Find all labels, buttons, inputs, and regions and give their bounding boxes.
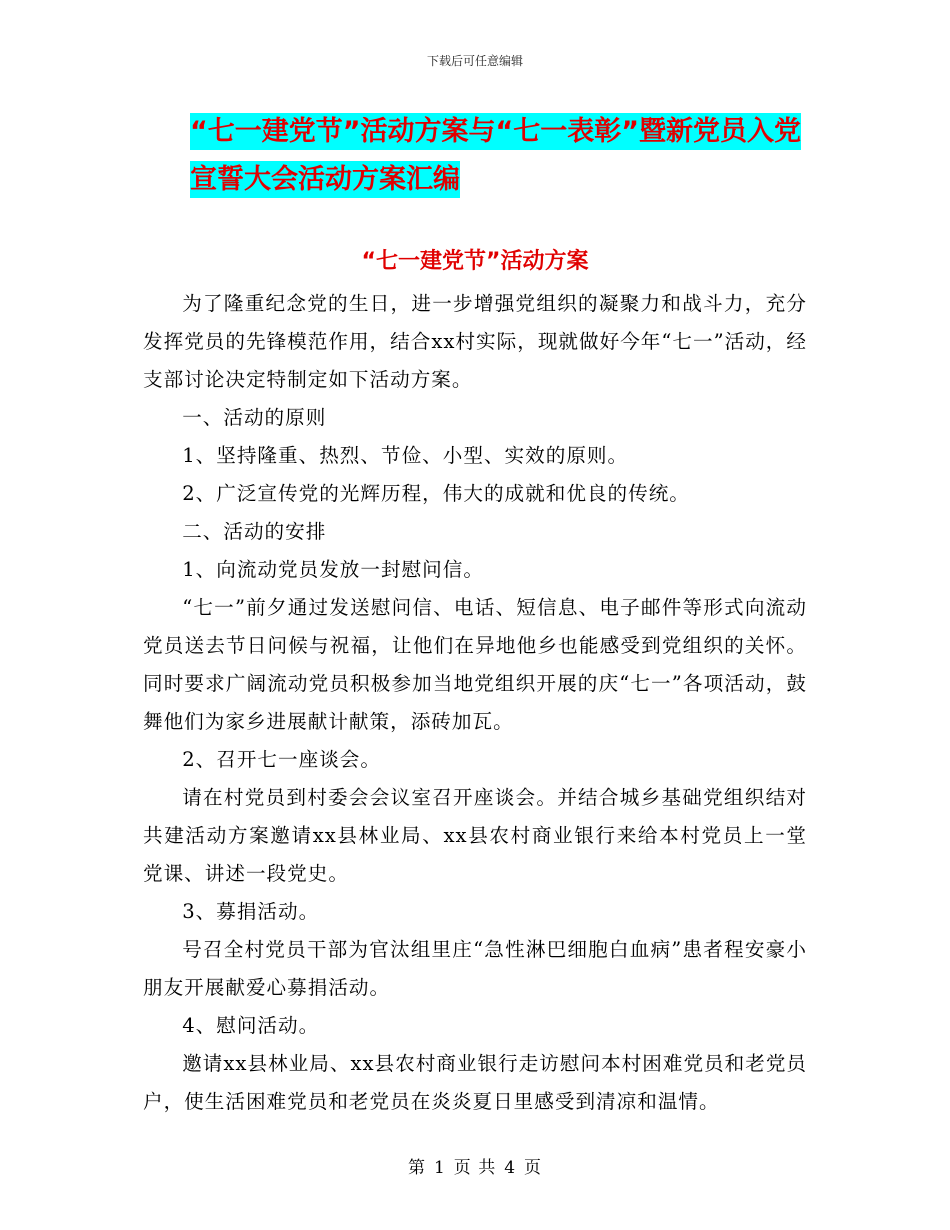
- page-footer: [0, 1153, 950, 1178]
- paragraph: 请在村党员到村委会会议室召开座谈会。并结合城乡基础党组织结对共建活动方案邀请xx县林业局、xx县农村商业银行来给本村党员上一堂党课、讲述一段党史。: [143, 786, 807, 885]
- title-highlight: “七一建党节”活动方案与“七一表彰”暨新党员入党宣誓大会活动方案汇编: [190, 113, 801, 198]
- paragraph: 二、活动的安排: [182, 520, 327, 543]
- footer-suffix: 页: [524, 1158, 543, 1178]
- paragraph: 2、广泛宣传党的光辉历程，伟大的成就和优良的传统。: [182, 482, 690, 505]
- footer-prefix: 第: [407, 1158, 426, 1178]
- footer-total-pages: 4: [504, 1158, 517, 1178]
- header-note: 下载后可任意编辑: [426, 54, 523, 68]
- paragraph: 2、召开七一座谈会。: [182, 748, 381, 771]
- paragraph: 4、慰问活动。: [182, 1014, 320, 1037]
- paragraph: 1、坚持隆重、热烈、节俭、小型、实效的原则。: [182, 444, 629, 467]
- paragraph: 号召全村党员干部为官汰组里庄“急性淋巴细胞白血病”患者程安豪小朋友开展献爱心募捐活动。: [143, 938, 807, 999]
- footer-middle: 页 共: [453, 1158, 497, 1178]
- footer-page-number: 1: [433, 1158, 446, 1178]
- document-title: [190, 108, 810, 204]
- section-title: “七一建党节”活动方案: [361, 249, 589, 274]
- paragraph: 一、活动的原则: [182, 406, 327, 429]
- paragraph: 3、募捐活动。: [182, 900, 320, 923]
- paragraph: “七一”前夕通过发送慰问信、电话、短信息、电子邮件等形式向流动党员送去节日问候与祝福，让他们在异地他乡也能感受到党组织的关怀。同时要求广阔流动党员积极参加当地党组织开展的庆“七一”各项活动，鼓舞他们为家乡进展献计献策，添砖加瓦。: [143, 596, 807, 733]
- paragraph: 邀请xx县林业局、xx县农村商业银行走访慰问本村困难党员和老党员户，使生活困难党员和老党员在炎炎夏日里感受到清凉和温情。: [143, 1052, 808, 1113]
- paragraph: 1、向流动党员发放一封慰问信。: [182, 558, 484, 581]
- document-body: [143, 285, 807, 1121]
- paragraph: 为了隆重纪念党的生日，进一步增强党组织的凝聚力和战斗力，充分发挥党员的先锋模范作用，结合xx村实际，现就做好今年“七一”活动，经支部讨论决定特制定如下活动方案。: [143, 292, 807, 391]
